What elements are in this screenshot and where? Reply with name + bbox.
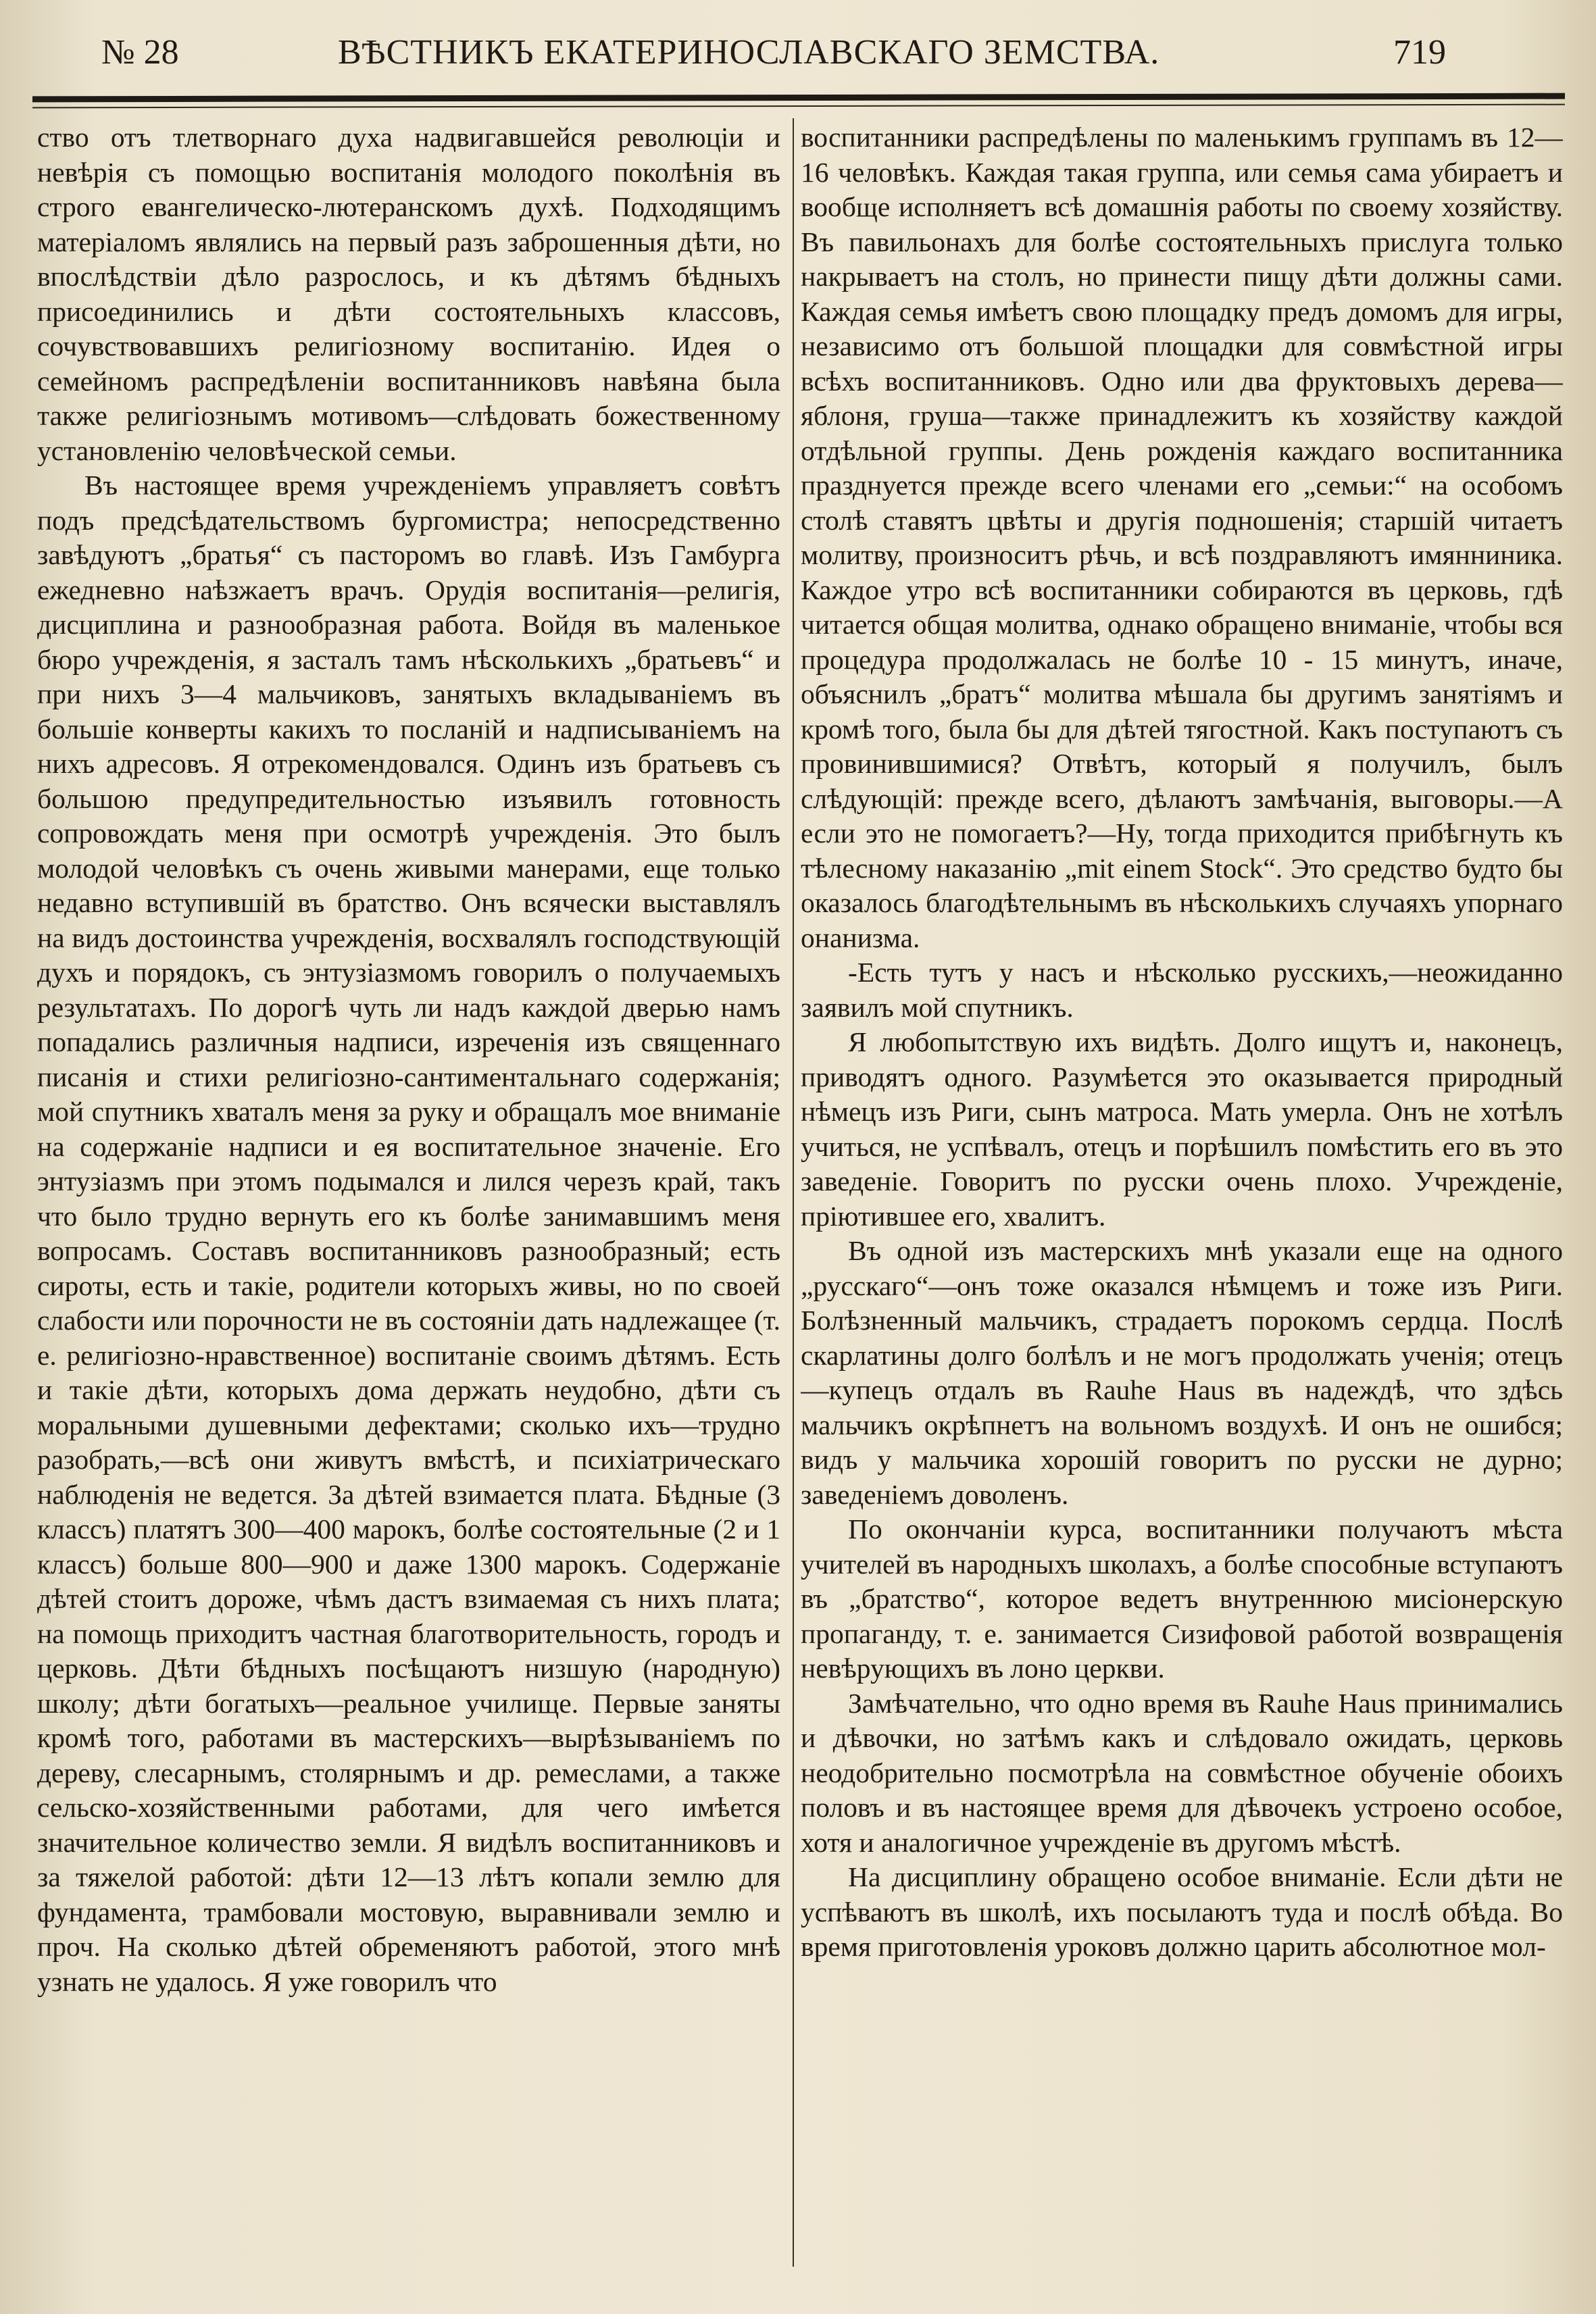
paragraph: Въ одной изъ мастерскихъ мнѣ указали еще на одного „русскаго“—онъ тоже оказался нѣмцемъ и тоже изъ Риги. Болѣзненный мальчикъ, страдаетъ порокомъ сердца. Послѣ скарлатины долго болѣлъ и не могъ продолжать ученія; отецъ—купецъ отдалъ въ Rauhe Haus въ надеждѣ, что здѣсь мальчикъ окрѣпнетъ на вольномъ воздухѣ. И онъ не ошибся; видъ у мальчика хорошій говоритъ по русски не дурно; заведеніемъ доволенъ.: [801, 1235, 1563, 1510]
paragraph: Въ настоящее время учрежденіемъ управляетъ совѣтъ подъ предсѣдательствомъ бургомистра; непосредственно завѣдуютъ „братья“ съ пасторомъ во главѣ. Изъ Гамбурга ежедневно наѣзжаетъ врачъ. Орудія воспитанія—религія, дисциплина и разнообразная работа. Войдя въ маленькое бюро учрежденія, я засталъ тамъ нѣсколькихъ „братьевъ“ и при нихъ 3—4 мальчиковъ, занятыхъ вкладываніемъ въ большіе конверты какихъ то посланій и надписываніемъ на нихъ адресовъ. Я отрекомендовался. Одинъ изъ братьевъ съ большою предупредительностью изъявилъ готовность сопровождать меня при осмотрѣ учрежденія. Это былъ молодой человѣкъ съ очень живыми манерами, еще только недавно вступившій въ братство. Онъ всячески выставлялъ на видъ достоинства учрежденія, восхвалялъ господствующій духъ и порядокъ, съ энтузіазмомъ говорилъ о получаемыхъ результатахъ. По дорогѣ чуть ли надъ каждой дверью намъ попадались различныя надписи, изреченія изъ священнаго писанія и стихи религіозно-сантиментальнаго содержанія; мой спутникъ хваталъ меня за руку и обращалъ мое вниманіе на содержаніе надписи и ея воспитательное значеніе. Его энтузіазмъ при этомъ подымался и лился черезъ край, такъ что было трудно вернуть его къ болѣе занимавшимъ меня вопросамъ. Составъ воспитанниковъ разнообразный; есть сироты, есть и такіе, родители которыхъ живы, но по своей слабости или порочности не въ состояніи дать надлежащее (т. е. религіозно-нравственное) воспитаніе своимъ дѣтямъ. Есть и такіе дѣти, которыхъ дома держать неудобно, дѣти съ моральными душевными дефектами; сколько ихъ—трудно разобрать,—всѣ они живутъ вмѣстѣ, и психіатрическаго наблюденія не ведется. За дѣтей взимается плата. Бѣдные (3 классъ) платятъ 300—400 марокъ, болѣе состоятельные (2 и 1 классъ) больше 800—900 и даже 1300 марокъ. Содержаніе дѣтей стоитъ дороже, чѣмъ дастъ взимаемая съ нихъ плата; на помощь приходитъ частная благотворительность, городъ и церковь. Дѣти бѣдныхъ посѣщаютъ низшую (народную) школу; дѣти богатыхъ—реальное училище. Первые заняты кромѣ того, работами въ мастерскихъ—вырѣзываніемъ по дереву, слесарнымъ, столярнымъ и др. ремеслами, а также сельско-хозяйственными работами, для чего имѣется значительное количество земли. Я видѣлъ воспитанниковъ и за тяжелой работой: дѣти 12—13 лѣтъ копали землю для фундамента, трамбовали мостовую, выравнивали землю и проч. На сколько дѣтей обременяютъ работой, этого мнѣ узнать не удалось. Я уже говорилъ что: [37, 470, 780, 1997]
right-column: [801, 120, 1563, 2282]
left-column: [37, 120, 780, 2282]
paragraph: На дисциплину обращено особое вниманіе. Если дѣти не успѣваютъ въ школѣ, ихъ посылаютъ туда и послѣ обѣда. Во время приготовленія уроковъ должно царить абсолютное мол-: [801, 1861, 1563, 1962]
page-number: 719: [1393, 33, 1446, 72]
header-rule-thick: [32, 93, 1565, 103]
header-rule-thin: [32, 104, 1565, 109]
issue-number: № 28: [101, 33, 179, 72]
column-divider: [793, 118, 794, 2267]
paragraph: -Есть тутъ у насъ и нѣсколько русскихъ,—неожиданно заявилъ мой спутникъ.: [801, 957, 1563, 1023]
paragraph: ство отъ тлетворнаго духа надвигавшейся революціи и невѣрія съ помощью воспитанія молодого поколѣнія въ строго евангелическо-лютеранскомъ духѣ. Подходящимъ матеріаломъ являлись на первый разъ заброшенныя дѣти, но впослѣдствіи дѣло разрослось, и къ дѣтямъ бѣдныхъ присоединились и дѣти состоятельныхъ классовъ, сочувствовавшихъ религіозному воспитанію. Идея о семейномъ распредѣленіи воспитанниковъ навѣяна была также религіознымъ мотивомъ—слѣдовать божественному установленію человѣческой семьи.: [37, 122, 780, 466]
paragraph: воспитанники распредѣлены по маленькимъ группамъ въ 12—16 человѣкъ. Каждая такая группа, или семья сама убираетъ и вообще исполняетъ всѣ домашнія работы по своему хозяйству. Въ павильонахъ для болѣе состоятельныхъ прислуга только накрываетъ на столъ, но принести пищу дѣти должны сами. Каждая семья имѣетъ свою площадку предъ домомъ для игры, независимо отъ большой площадки для совмѣстной игры всѣхъ воспитанниковъ. Одно или два фруктовыхъ дерева—яблоня, груша—также принадлежитъ къ хозяйству каждой отдѣльной группы. День рожденія каждаго воспитанника празднуется прежде всего членами его „семьи:“ на особомъ столѣ ставятъ цвѣты и другія подношенія; старшій читаетъ молитву, произноситъ рѣчь, и всѣ поздравляютъ имянниника. Каждое утро всѣ воспитанники собираются въ церковь, гдѣ читается общая молитва, однако обращено вниманіе, чтобы вся процедура продолжалась не болѣе 10 - 15 минутъ, иначе, объяснилъ „братъ“ молитва мѣшала бы другимъ занятіямъ и кромѣ того, была бы для дѣтей тягостной. Какъ поступаютъ съ провинившимися? Отвѣтъ, который я получилъ, былъ слѣдующій: прежде всего, дѣлаютъ замѣчанія, выговоры.—А если это не помогаетъ?—Ну, тогда приходится прибѣгнуть къ тѣлесному наказанію „mit einem Stock“. Это средство будто бы оказалось благодѣтельнымъ въ нѣсколькихъ случаяхъ упорнаго онанизма.: [801, 122, 1563, 953]
paragraph: Я любопытствую ихъ видѣть. Долго ищутъ и, наконецъ, приводятъ одного. Разумѣется это оказывается природный нѣмецъ изъ Риги, сынъ матроса. Мать умерла. Онъ не хотѣлъ учиться, не успѣвалъ, отецъ и порѣшилъ помѣстить его въ это заведеніе. Говоритъ по русски очень плохо. Учрежденіе, пріютившее его, хвалитъ.: [801, 1026, 1563, 1232]
journal-title: ВѢСТНИКЪ ЕКАТЕРИНОСЛАВСКАГО ЗЕМСТВА.: [338, 33, 1160, 72]
paragraph: Замѣчательно, что одно время въ Rauhe Haus принимались и дѣвочки, но затѣмъ какъ и слѣдовало ожидать, церковь неодобрительно посмотрѣла на совмѣстное обученіе обоихъ половъ и въ настоящее время для дѣвочекъ устроено особое, хотя и аналогичное учрежденіе въ другомъ мѣстѣ.: [801, 1687, 1563, 1858]
page-header: [68, 26, 1460, 80]
paragraph: По окончаніи курса, воспитанники получаютъ мѣста учителей въ народныхъ школахъ, а болѣе способные вступаютъ въ „братство“, которое ведетъ внутреннюю мисіонерскую пропаганду, т. е. занимается Сизифовой работой возвращенія невѣрующихъ въ лоно церкви.: [801, 1513, 1563, 1684]
